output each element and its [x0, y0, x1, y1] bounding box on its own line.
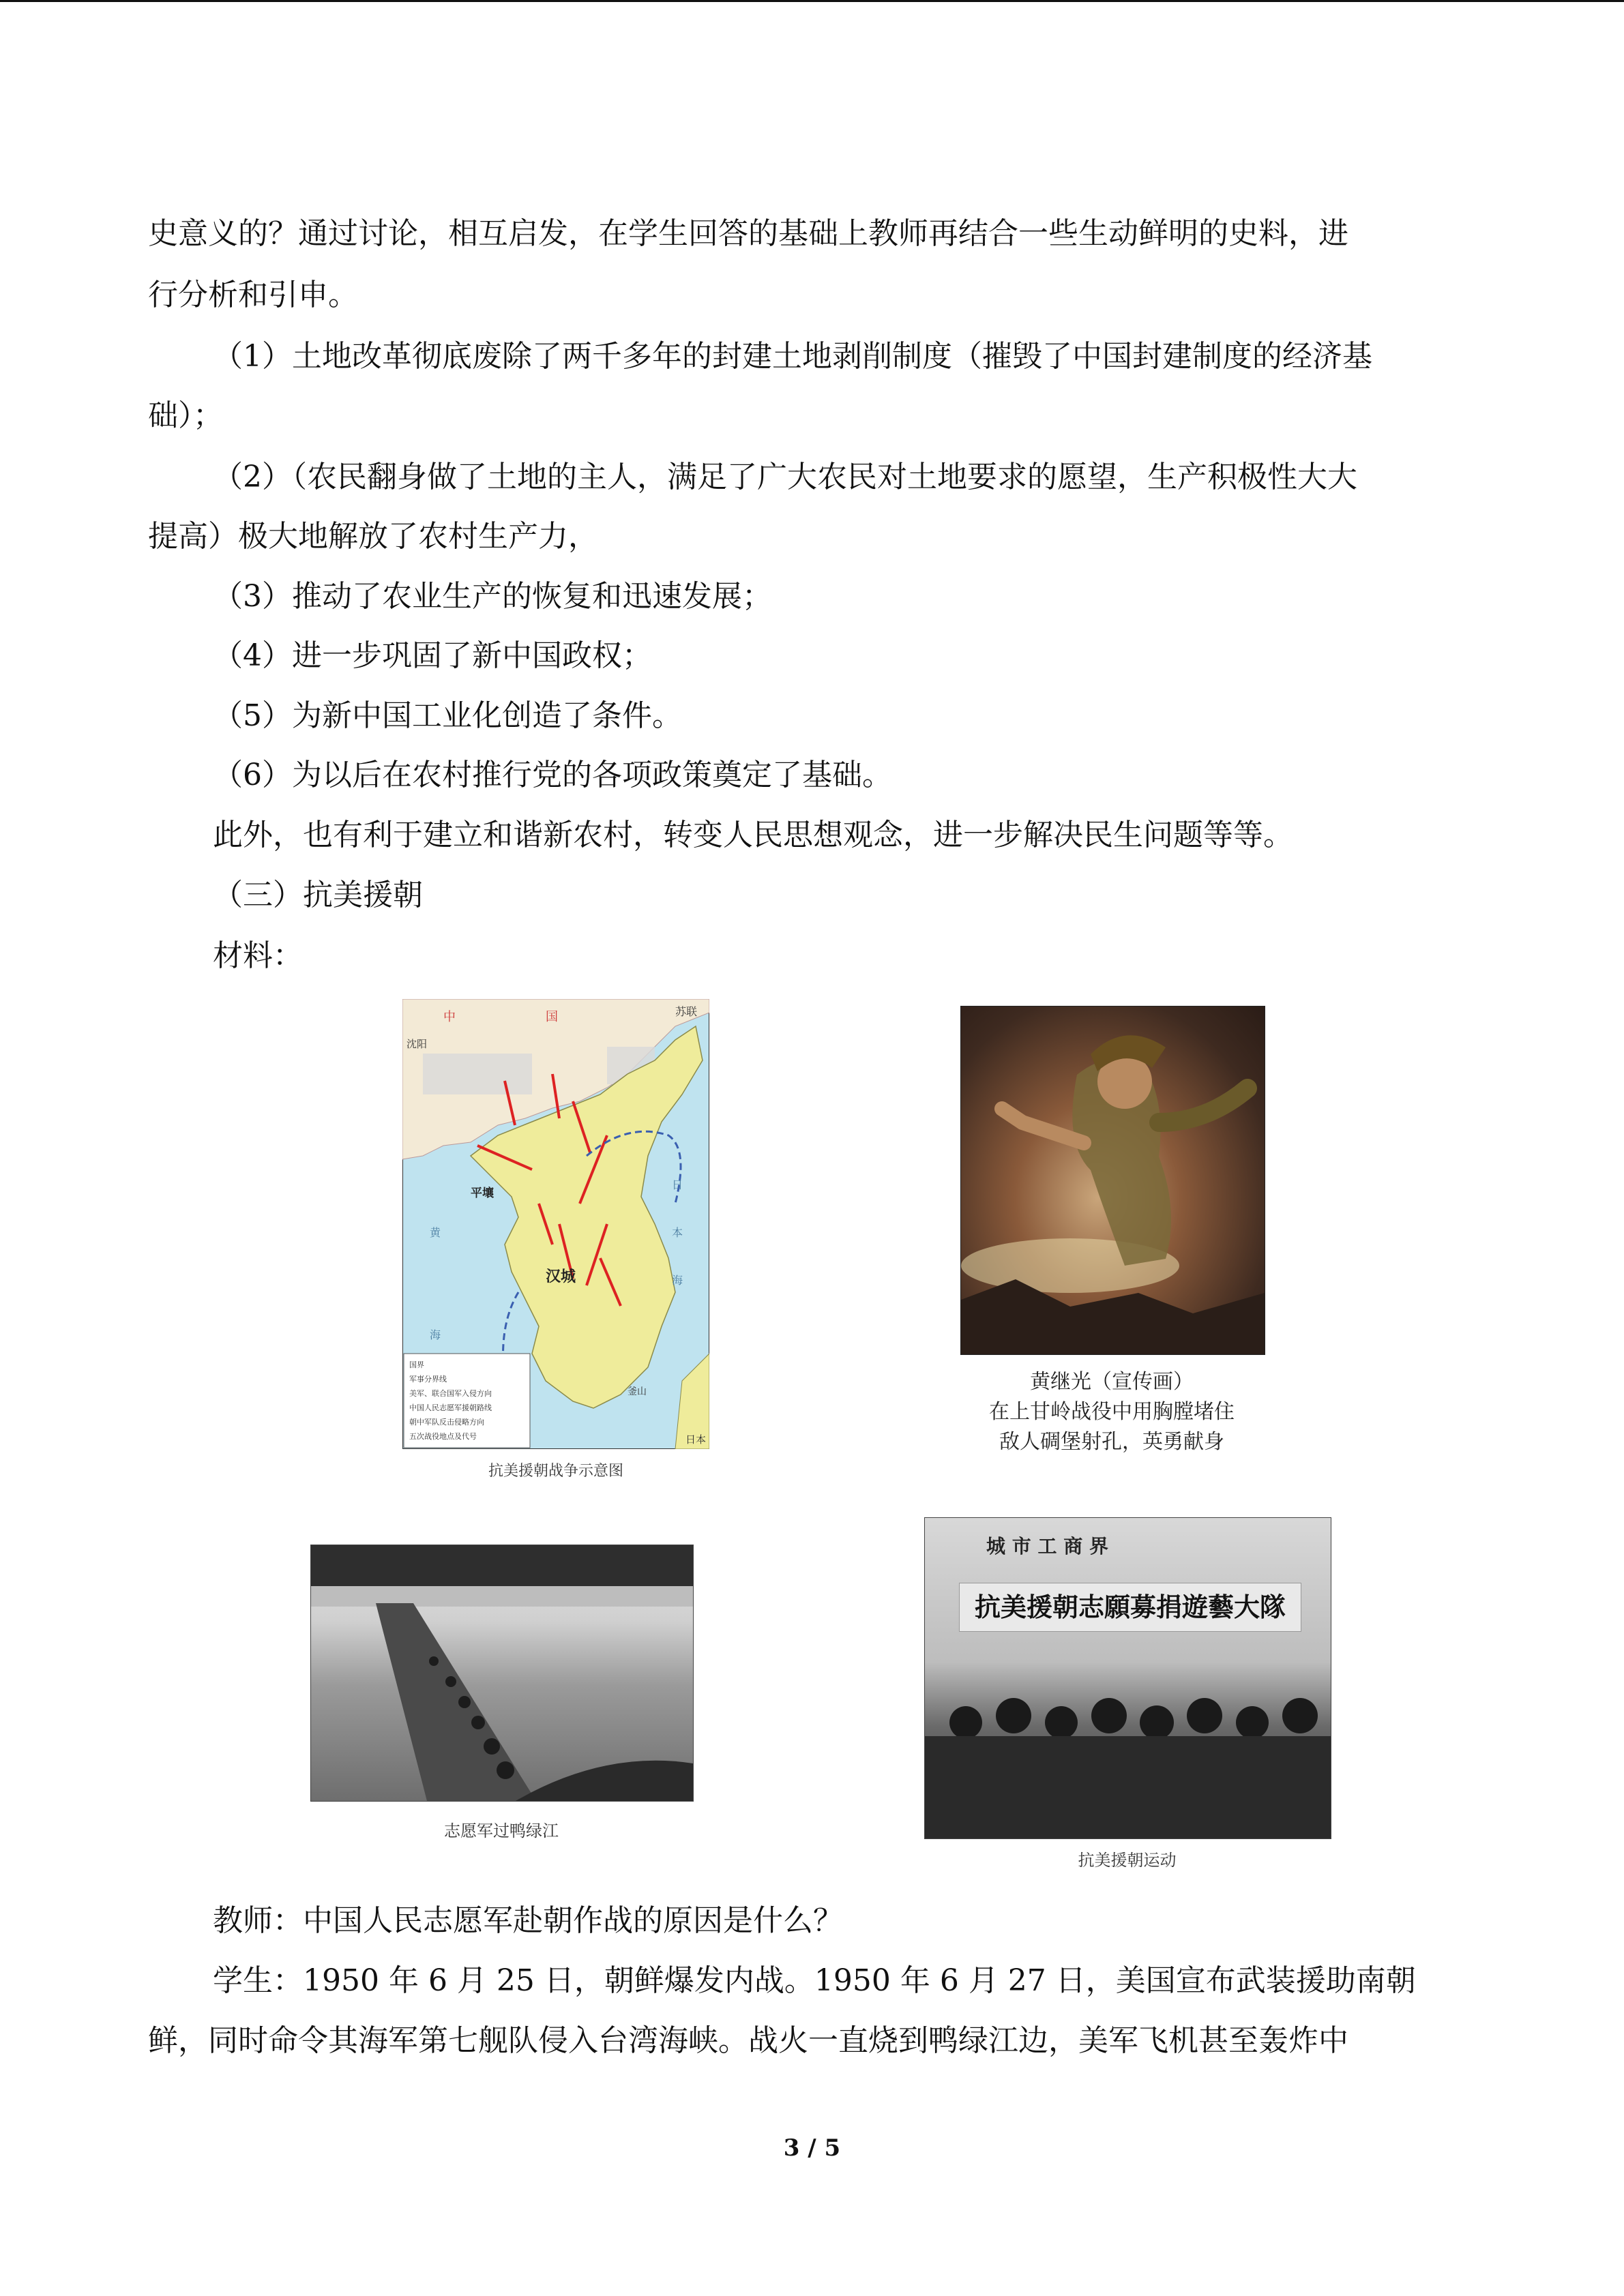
protest-photo-graphic	[925, 1518, 1331, 1838]
map-label-sea-2: 本	[672, 1226, 683, 1239]
paragraph-line: 础）；	[148, 398, 223, 433]
painting-caption-1: 黄继光（宣传画）	[1030, 1370, 1194, 1394]
map-caption: 抗美援朝战争示意图	[488, 1463, 623, 1480]
paragraph-line: （5）为新中国工业化创造了条件。	[213, 698, 682, 733]
legend-item: 五次战役地点及代号	[409, 1432, 477, 1441]
paragraph-line: 提高）极大地解放了农村生产力，	[148, 519, 598, 554]
map-label-sea-3: 海	[672, 1274, 683, 1287]
map-legend	[409, 1358, 529, 1444]
map-label-china: 中	[443, 1010, 456, 1024]
paragraph-line: （3）推动了农业生产的恢复和迅速发展；	[213, 579, 772, 614]
paragraph-line: 学生：1950 年 6 月 25 日，朝鲜爆发内战。1950 年 6 月 27 日，美国宣布武装援助南朝	[213, 1963, 1416, 1998]
paragraph-line: 行分析和引申。	[148, 278, 358, 312]
paragraph-line: （4）进一步巩固了新中国政权；	[213, 638, 652, 673]
paragraph-line: 此外，也有利于建立和谐新农村，转变人民思想观念，进一步解决民生问题等等。	[213, 818, 1293, 852]
protest-photo-caption: 抗美援朝运动	[1078, 1851, 1177, 1870]
painting-caption-3: 敌人碉堡射孔，英勇献身	[999, 1430, 1224, 1454]
legend-item: 国界	[409, 1360, 424, 1369]
map-label-japan: 日本	[685, 1433, 707, 1446]
korean-war-map	[402, 999, 709, 1449]
legend-item: 美军、联合国军入侵方向	[409, 1389, 492, 1398]
map-label-china-2: 国	[546, 1010, 558, 1024]
map-label-pyongyang: 平壤	[471, 1187, 494, 1200]
map-label-shenyang: 沈阳	[407, 1038, 428, 1050]
page-number: 3 / 5	[783, 2134, 841, 2162]
map-label-seoul: 汉城	[546, 1268, 576, 1285]
map-label-yellow-sea-1: 黄	[430, 1226, 441, 1239]
paragraph-line: （2）（农民翻身做了土地的主人，满足了广大农民对土地要求的愿望，生产积极性大大	[213, 460, 1357, 494]
section-heading: （三）抗美援朝	[213, 878, 423, 912]
volunteers-crossing-photo	[310, 1545, 694, 1802]
bridge-photo-caption: 志愿军过鸭绿江	[444, 1821, 559, 1840]
paragraph-line: 材料：	[213, 938, 303, 973]
paragraph-line: （1）土地改革彻底废除了两千多年的封建土地剥削制度（摧毁了中国封建制度的经济基	[213, 339, 1372, 374]
map-label-ussr: 苏联	[675, 1005, 698, 1018]
huang-jiguang-painting	[960, 1006, 1265, 1355]
banner-main-text: 抗美援朝志願募捐遊藝大隊	[959, 1583, 1301, 1632]
legend-item: 中国人民志愿军援朝路线	[409, 1403, 492, 1412]
map-label-sea-1: 日	[672, 1178, 683, 1191]
banner-small-text: 城 市 工 商 界	[986, 1535, 1108, 1557]
paragraph-line: 鲜，同时命令其海军第七舰队侵入台湾海峡。战火一直烧到鸭绿江边，美军飞机甚至轰炸中	[148, 2023, 1348, 2058]
paragraph-line: （6）为以后在农村推行党的各项政策奠定了基础。	[213, 758, 892, 792]
paragraph-line: 教师：中国人民志愿军赴朝作战的原因是什么？	[213, 1903, 843, 1938]
map-label-yellow-sea-2: 海	[430, 1328, 441, 1341]
resist-america-movement-photo	[924, 1517, 1331, 1839]
painting-graphic	[961, 1007, 1265, 1354]
legend-item: 军事分界线	[409, 1375, 447, 1384]
painting-caption-2: 在上甘岭战役中用胸膛堵住	[989, 1400, 1235, 1424]
legend-item: 朝中军队反击侵略方向	[409, 1418, 484, 1427]
page-top-rule	[0, 0, 1624, 2]
bridge-photo-graphic	[311, 1545, 693, 1801]
map-label-busan: 釜山	[628, 1386, 647, 1397]
paragraph-line: 史意义的？通过讨论，相互启发，在学生回答的基础上教师再结合一些生动鲜明的史料，进	[148, 216, 1348, 251]
